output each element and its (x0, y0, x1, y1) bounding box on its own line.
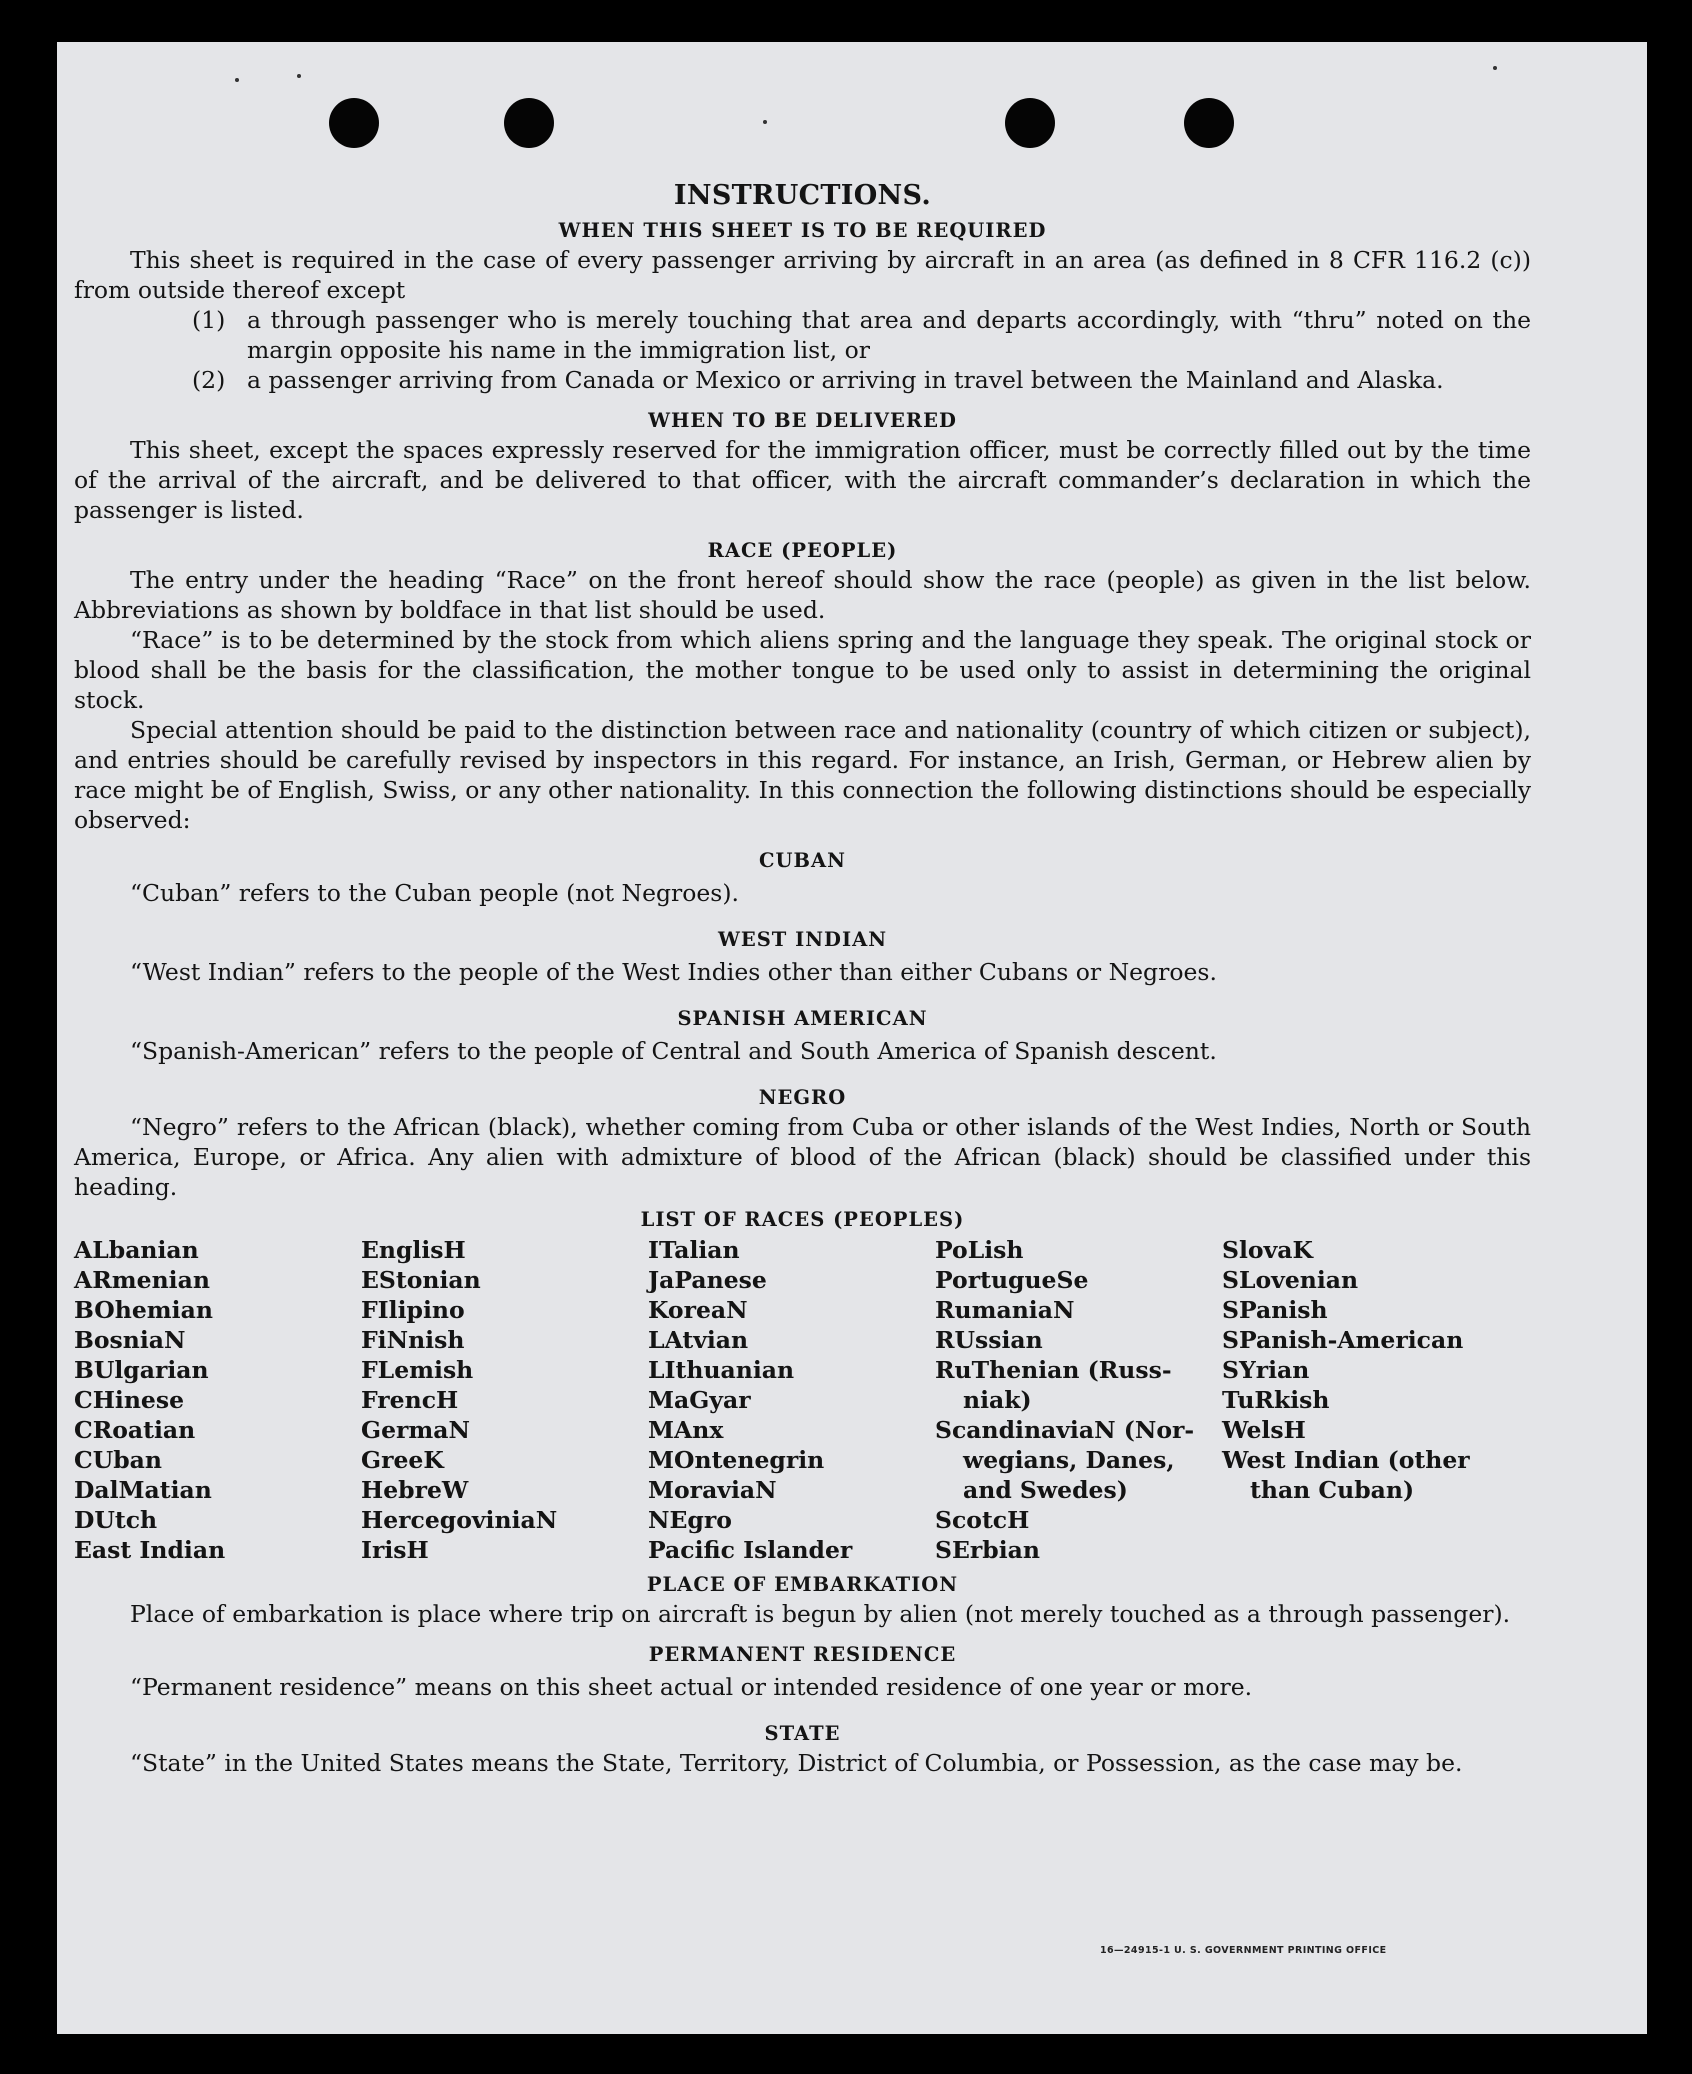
heading-permanent-residence: PERMANENT RESIDENCE (648, 1643, 957, 1666)
heading-negro: NEGRO (758, 1086, 847, 1109)
race-paragraph-3: Special attention should be paid to the distinction between race and nationality (country of which citizen or subject), and entries should be carefully revised by inspectors in this regard. For instance, an Irish, German, or Hebrew alien by race might be of English, Swiss, or any other nationality. In this connection the following distinctions should be especially observed: (74, 716, 1531, 834)
race-entry: EStonian (361, 1266, 481, 1294)
race-entry: and Swedes) (963, 1476, 1128, 1504)
exception-item (74, 365, 1531, 395)
race-paragraph-1: The entry under the heading “Race” on the front hereof should show the race (people) as given in the list below. Abbreviations as shown by boldface in that list should be used. (74, 566, 1531, 624)
race-entry: SLovenian (1222, 1266, 1359, 1294)
race-entry: SlovaK (1222, 1236, 1313, 1264)
race-entry: ScandinaviaN (Nor- (935, 1416, 1195, 1444)
heading-spanish-american: SPANISH AMERICAN (677, 1007, 928, 1030)
state-text: “State” in the United States means the State, Territory, District of Columbia, or Possession, as the case may be. (130, 1749, 1463, 1777)
race-entry: HercegoviniaN (361, 1506, 558, 1534)
heading-west-indian: WEST INDIAN (717, 928, 888, 951)
exception-number: (2) (192, 366, 226, 394)
race-entry: CRoatian (74, 1416, 196, 1444)
race-entry: West Indian (other (1222, 1446, 1470, 1474)
race-entry: RumaniaN (935, 1296, 1075, 1324)
punch-hole-2 (504, 98, 554, 148)
embarkation-text: Place of embarkation is place where trip on aircraft is begun by alien (not merely touched as a through passenger). (130, 1600, 1511, 1628)
race-entry: BOhemian (74, 1296, 213, 1324)
printing-office-code: 16—24915-1 U. S. GOVERNMENT PRINTING OFFICE (1100, 1945, 1387, 1956)
race-entry: CUban (74, 1446, 162, 1474)
race-entry: KoreaN (648, 1296, 748, 1324)
race-entry: DalMatian (74, 1476, 212, 1504)
punch-hole-4 (1184, 98, 1234, 148)
negro-text: “Negro” refers to the African (black), whether coming from Cuba or other islands of the West Indies, North or South America, Europe, or Africa. Any alien with admixture of blood of the African (black) should be classified under this heading. (74, 1113, 1531, 1201)
west-indian-text: “West Indian” refers to the people of the West Indies other than either Cubans or Negroes. (130, 958, 1217, 986)
exception-number: (1) (192, 306, 226, 334)
race-entry: East Indian (74, 1536, 226, 1564)
speck-mark (297, 74, 301, 78)
race-entry: HebreW (361, 1476, 469, 1504)
race-entry: FrencH (361, 1386, 459, 1414)
race-column-1 (74, 1235, 361, 1565)
race-entry: Pacific Islander (648, 1536, 853, 1564)
race-column-2 (361, 1235, 648, 1565)
race-paragraph-2: “Race” is to be determined by the stock from which aliens spring and the language they speak. The original stock or blood shall be the basis for the classification, the mother tongue to be used only to assist in determining the original stock. (74, 626, 1531, 714)
race-entry: ALbanian (74, 1236, 199, 1264)
punch-hole-1 (329, 98, 379, 148)
heading-list-of-races: LIST OF RACES (PEOPLES) (640, 1208, 965, 1231)
race-entry: ARmenian (74, 1266, 210, 1294)
race-entry: CHinese (74, 1386, 185, 1414)
race-entry: ITalian (648, 1236, 740, 1264)
exception-text: a through passenger who is merely touching that area and departs accordingly, with “thru” noted on the margin opposite his name in the immigration list, or (247, 306, 1531, 364)
race-entry: GermaN (361, 1416, 470, 1444)
heading-cuban: CUBAN (759, 849, 846, 872)
when-delivered-text: This sheet, except the spaces expressly reserved for the immigration officer, must be correctly filled out by the time of the arrival of the aircraft, and be delivered to that officer, with the aircraft commander’s declaration in which the passenger is listed. (74, 436, 1531, 524)
cuban-text: “Cuban” refers to the Cuban people (not Negroes). (130, 879, 740, 907)
race-entry: FiNnish (361, 1326, 465, 1354)
race-list (74, 1235, 1531, 1565)
instructions-body (74, 180, 1531, 1778)
race-entry: niak) (963, 1386, 1032, 1414)
race-entry: IrisH (361, 1536, 429, 1564)
document-page (57, 42, 1647, 2034)
race-entry: NEgro (648, 1506, 732, 1534)
race-column-5 (1222, 1235, 1509, 1565)
race-entry: SPanish-American (1222, 1326, 1464, 1354)
heading-when-delivered: WHEN TO BE DELIVERED (648, 409, 957, 432)
race-column-4 (935, 1235, 1222, 1565)
speck-mark (235, 78, 239, 82)
race-entry: JaPanese (648, 1266, 767, 1294)
race-entry: TuRkish (1222, 1386, 1330, 1414)
heading-embarkation: PLACE OF EMBARKATION (646, 1573, 959, 1596)
race-entry: MAnx (648, 1416, 724, 1444)
race-entry: LAtvian (648, 1326, 749, 1354)
heading-race: RACE (PEOPLE) (707, 539, 898, 562)
race-entry: BosniaN (74, 1326, 186, 1354)
race-entry: MOntenegrin (648, 1446, 825, 1474)
heading-state: STATE (764, 1722, 841, 1745)
permanent-residence-text: “Permanent residence” means on this sheet actual or intended residence of one year or more. (130, 1673, 1253, 1701)
speck-mark (763, 120, 767, 124)
punch-hole-3 (1005, 98, 1055, 148)
race-entry: GreeK (361, 1446, 444, 1474)
race-entry: wegians, Danes, (963, 1446, 1175, 1474)
race-entry: RUssian (935, 1326, 1043, 1354)
spanish-american-text: “Spanish-American” refers to the people of Central and South America of Spanish descent. (130, 1037, 1217, 1065)
race-entry: SErbian (935, 1536, 1040, 1564)
race-entry: FIlipino (361, 1296, 465, 1324)
race-entry: EnglisH (361, 1236, 466, 1264)
heading-when-required: WHEN THIS SHEET IS TO BE REQUIRED (558, 219, 1047, 242)
race-entry: MaGyar (648, 1386, 751, 1414)
race-entry: DUtch (74, 1506, 158, 1534)
race-entry: LIthuanian (648, 1356, 795, 1384)
race-entry: SYrian (1222, 1356, 1310, 1384)
race-entry: ScotcH (935, 1506, 1030, 1534)
race-entry: than Cuban) (1250, 1476, 1415, 1504)
race-entry: WelsH (1222, 1416, 1306, 1444)
race-entry: MoraviaN (648, 1476, 777, 1504)
race-column-3 (648, 1235, 935, 1565)
race-entry: FLemish (361, 1356, 474, 1384)
when-required-intro: This sheet is required in the case of every passenger arriving by aircraft in an area (as defined in 8 CFR 116.2 (c)) from outside thereof except (74, 246, 1531, 304)
race-entry: SPanish (1222, 1296, 1328, 1324)
race-entry: PoLish (935, 1236, 1024, 1264)
page-title: INSTRUCTIONS. (673, 180, 932, 211)
race-entry: BUlgarian (74, 1356, 209, 1384)
exception-text: a passenger arriving from Canada or Mexico or arriving in travel between the Mainland and Alaska. (247, 366, 1444, 394)
exception-item (74, 305, 1531, 365)
race-entry: RuThenian (Russ- (935, 1356, 1172, 1384)
speck-mark (1493, 66, 1497, 70)
race-entry: PortugueSe (935, 1266, 1089, 1294)
